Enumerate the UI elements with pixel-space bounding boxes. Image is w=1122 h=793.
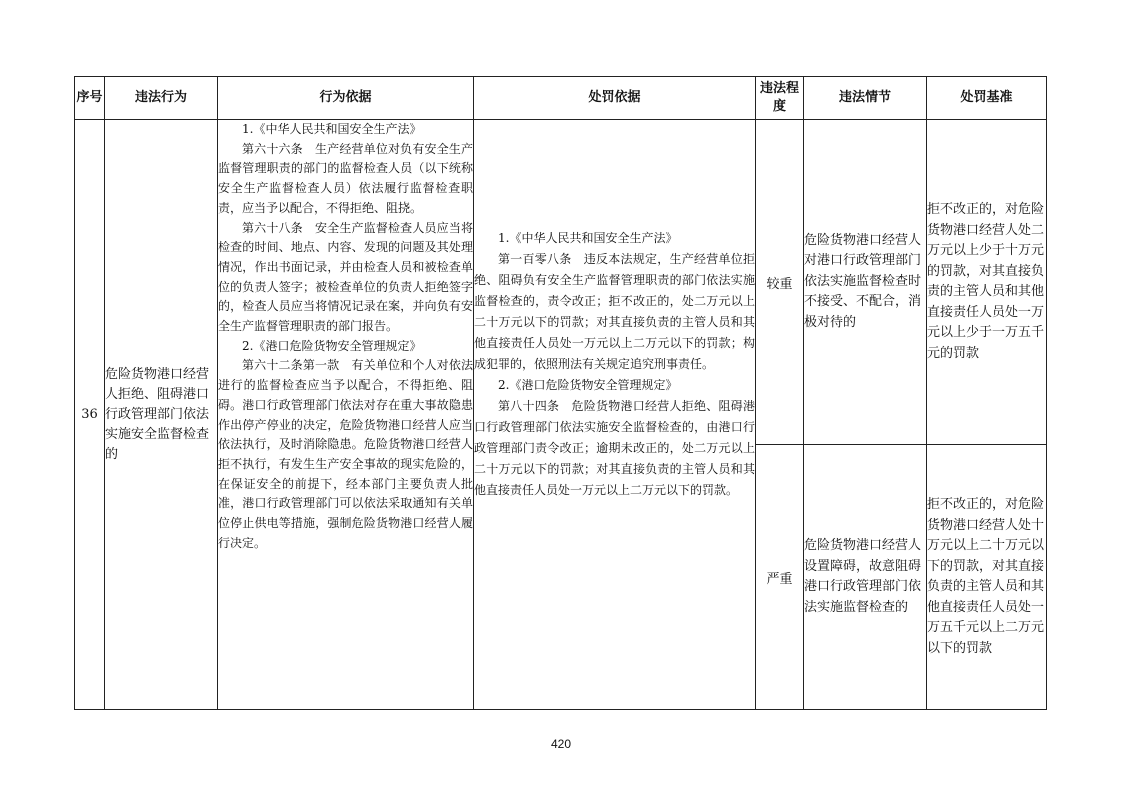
basis-law1-article68: 第六十八条 安全生产监督检查人员应当将检查的时间、地点、内容、发现的问题及其处理情况，作出书面记录，并由检查人员和被检查单位的负责人签字；被检查单位的负责人拒绝签字的，检查人员应当将情况记录在案，并向负有安全生产监督管理职责的部门报告。 — [218, 220, 473, 334]
basis-law1-article66: 第六十六条 生产经营单位对负有安全生产监督管理职责的部门的监督检查人员（以下统称安全生产监督检查人员）依法履行监督检查职责，应当予以配合，不得拒绝、阻挠。 — [218, 141, 473, 215]
penalty-basis-cell — [474, 120, 756, 710]
basis-law2-title: 2.《港口危险货物安全管理规定》 — [242, 338, 422, 353]
penalty-law1-title: 1.《中华人民共和国安全生产法》 — [498, 231, 678, 245]
penalty-law2-title: 2.《港口危险货物安全管理规定》 — [498, 378, 678, 392]
header-conduct-basis: 行为依据 — [218, 77, 474, 120]
header-severity: 违法程度 — [756, 77, 804, 120]
severity-cell-moderate: 较重 — [756, 120, 804, 445]
severity-cell-serious: 严重 — [756, 445, 804, 710]
conduct-basis-cell — [218, 120, 474, 710]
circumstance-cell-moderate: 危险货物港口经营人对港口行政管理部门依法实施监督检查时不接受、不配合，消极对待的 — [804, 120, 927, 445]
table-header-row — [75, 77, 1047, 120]
penalty-law1-article108: 第一百零八条 违反本法规定，生产经营单位拒绝、阻碍负有安全生产监督管理职责的部门依法实施监督检查的，责令改正；拒不改正的，处二万元以上二十万元以下的罚款；对其直接负责的主管人员和其他直接责任人员处一万元以上二万元以下的罚款；构成犯罪的，依照刑法有关规定追究刑事责任。 — [474, 252, 755, 371]
basis-law1-title: 1.《中华人民共和国安全生产法》 — [242, 122, 422, 136]
header-violation: 违法行为 — [105, 77, 218, 120]
serial-number-cell: 36 — [75, 120, 105, 710]
standard-cell-moderate: 拒不改正的，对危险货物港口经营人处二万元以上少于十万元的罚款，对其直接负责的主管人员和其他直接责任人员处一万元以上少于一万五千元的罚款 — [927, 120, 1047, 445]
penalty-standards-table — [74, 76, 1047, 710]
penalty-law2-article84: 第八十四条 危险货物港口经营人拒绝、阻碍港口行政管理部门依法实施安全监督检查的，由港口行政管理部门责令改正；逾期未改正的，处二万元以上二十万元以下的罚款；对其直接负责的主管人员和其他直接责任人员处一万元以上二万元以下的罚款。 — [474, 399, 755, 497]
violation-cell: 危险货物港口经营人拒绝、阻碍港口行政管理部门依法实施安全监督检查的 — [105, 120, 218, 710]
header-penalty-standard: 处罚基准 — [927, 77, 1047, 120]
page-number: 420 — [550, 737, 572, 751]
standard-cell-serious: 拒不改正的，对危险货物港口经营人处十万元以上二十万元以下的罚款，对其直接负责的主管人员和其他直接责任人员处一万五千元以上二万元以下的罚款 — [927, 445, 1047, 710]
table-row — [75, 120, 1047, 445]
header-serial-number: 序号 — [75, 77, 105, 120]
basis-law2-article62: 第六十二条第一款 有关单位和个人对依法进行的监督检查应当予以配合，不得拒绝、阻碍。港口行政管理部门依法对存在重大事故隐患作出停产停业的决定，危险货物港口经营人应当依法执行，及时消除隐患。危险货物港口经营人拒不执行，有发生生产安全事故的现实危险的，在保证安全的前提下，经本部门主要负责人批准，港口行政管理部门可以依法采取通知有关单位停止供电等措施，强制危险货物港口经营人履行决定。 — [218, 358, 473, 550]
header-penalty-basis: 处罚依据 — [474, 77, 756, 120]
circumstance-cell-serious: 危险货物港口经营人设置障碍，故意阻碍港口行政管理部门依法实施监督检查的 — [804, 445, 927, 710]
header-circumstance: 违法情节 — [804, 77, 927, 120]
